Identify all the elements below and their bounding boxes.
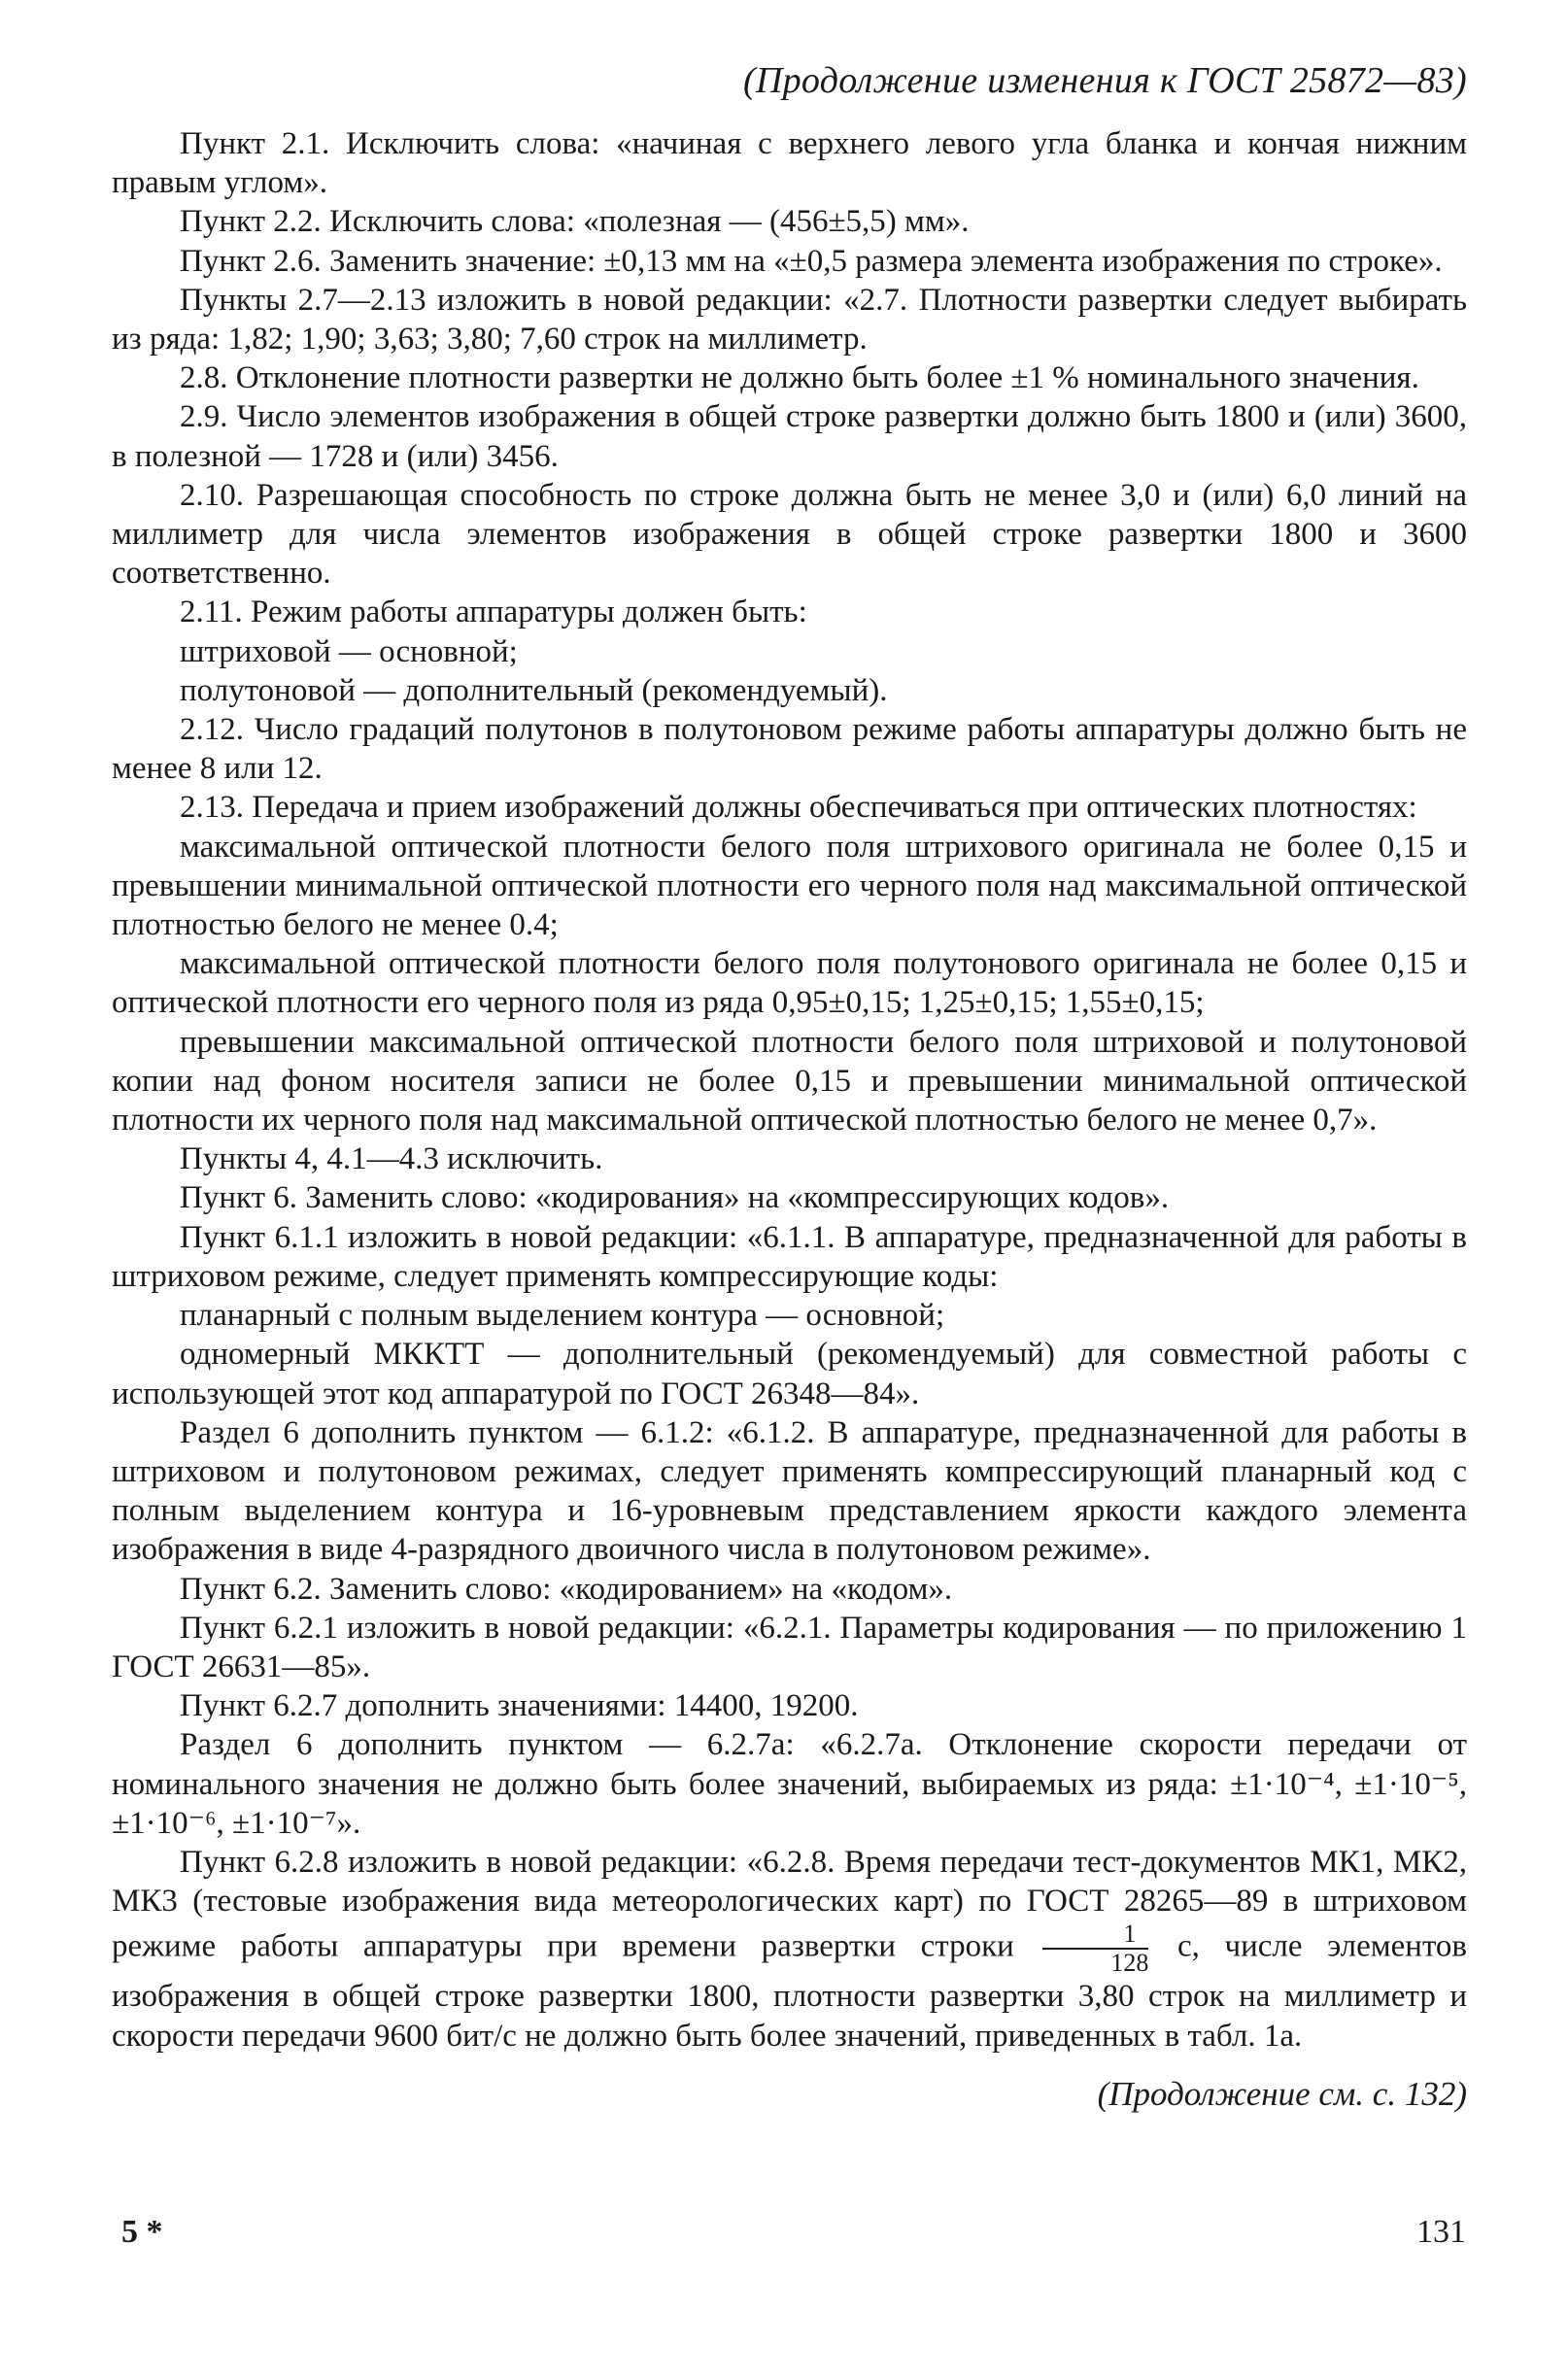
continuation-note: (Продолжение см. с. 132) xyxy=(1097,2074,1467,2113)
paragraph: 2.9. Число элементов изображения в общей строке развертки должно быть 1800 и (или) 3600, в полезной — 1728 и (или) 3456. xyxy=(112,399,1467,474)
paragraph: Пункт 2.2. Исключить слова: «полезная — (456±5,5) мм». xyxy=(180,204,970,240)
paragraph: 2.13. Передача и прием изображений должны обеспечиваться при оптических плотностях: xyxy=(180,790,1417,826)
paragraph-list xyxy=(112,124,1467,1843)
paragraph: Пункт 2.6. Заменить значение: ±0,13 мм на «±0,5 размера элемента изображения по строке». xyxy=(180,243,1443,279)
paragraph: максимальной оптической плотности белого поля полутонового оригинала не более 0,15 и оптической плотности его черного поля из ряда 0,95±0,15; 1,25±0,15; 1,55±0,15; xyxy=(112,946,1467,1021)
paragraph-6-2-8 xyxy=(112,1843,1467,2056)
signature-mark: 5 * xyxy=(121,2214,163,2250)
paragraph: Пункты 2.7—2.13 изложить в новой редакции: «2.7. Плотности развертки следует выбирать из ряда: 1,82; 1,90; 3,63; 3,80; 7,60 строк на миллиметр. xyxy=(112,282,1467,357)
paragraph: Пункты 4, 4.1—4.3 исключить. xyxy=(180,1141,603,1177)
paragraph: максимальной оптической плотности белого поля штрихового оригинала не более 0,15 и превышении минимальной оптической плотности его черного поля над максимальной оптической плотностью белого не менее 0.4; xyxy=(112,829,1467,943)
paragraph: Пункт 6. Заменить слово: «кодирования» на «компрессирующих кодов». xyxy=(180,1180,1170,1216)
page-header: (Продолжение изменения к ГОСТ 25872—83) xyxy=(742,60,1467,101)
paragraph: планарный с полным выделением контура — основной; xyxy=(180,1298,945,1334)
paragraph: штриховой — основной; xyxy=(180,633,518,669)
paragraph: одномерный МККТТ — дополнительный (рекомендуемый) для совместной работы с использующей этот код аппаратурой по ГОСТ 26348—84». xyxy=(112,1337,1467,1411)
fraction-denominator: 128 xyxy=(1042,1948,1148,1977)
paragraph-text: с, числе элементов изображения в общей строке развертки 1800, плотности развертки 3,80 строк на миллиметр и скорости передачи 9600 бит/с не должно быть более значений, приведенных в табл. 1а. xyxy=(112,1928,1468,2054)
paragraph: 2.12. Число градаций полутонов в полутоновом режиме работы аппаратуры должно быть не менее 8 или 12. xyxy=(112,712,1467,787)
paragraph: 2.11. Режим работы аппаратуры должен быть: xyxy=(180,595,807,630)
paragraph: Пункт 2.1. Исключить слова: «начиная с верхнего левого угла бланка и кончая нижним правым углом». xyxy=(112,126,1467,201)
paragraph: Пункт 6.1.1 изложить в новой редакции: «6.1.1. В аппаратуре, предназначенной для работы в штриховом режиме, следует применять компрессирующие коды: xyxy=(112,1219,1467,1294)
paragraph: Пункт 6.2. Заменить слово: «кодированием» на «кодом». xyxy=(180,1571,953,1607)
paragraph: Раздел 6 дополнить пунктом — 6.1.2: «6.1.2. В аппаратуре, предназначенной для работы в штриховом и полутоновом режимах, следует применять компрессирующий планарный код с полным выделением контура и 16-уровневым представлением яркости каждого элемента изображения в виде 4-разрядного двоичного числа в полутоновом режиме». xyxy=(112,1414,1467,1568)
paragraph: Пункт 6.2.1 изложить в новой редакции: «6.2.1. Параметры кодирования — по приложению 1 ГОСТ 26631—85». xyxy=(112,1610,1467,1684)
paragraph: 2.10. Разрешающая способность по строке должна быть не менее 3,0 и (или) 6,0 линий на миллиметр для числа элементов изображения в общей строке развертки 1800 и 3600 соответственно. xyxy=(112,477,1467,592)
fraction xyxy=(1042,1920,1148,1977)
document-body xyxy=(112,124,1467,2056)
paragraph: Раздел 6 дополнить пунктом — 6.2.7а: «6.2.7а. Отклонение скорости передачи от номинального значения не должно быть более значений, выбираемых из ряда: ±1·10⁻⁴, ±1·10⁻⁵, ±1·10⁻⁶, ±1·10⁻⁷». xyxy=(112,1727,1467,1841)
page-number: 131 xyxy=(1416,2214,1466,2250)
paragraph: 2.8. Отклонение плотности развертки не должно быть более ±1 % номинального значения. xyxy=(180,360,1419,396)
paragraph: превышении максимальной оптической плотности белого поля штриховой и полутоновой копии над фоном носителя записи не более 0,15 и превышении минимальной оптической плотности их черного поля над максимальной оптической плотностью белого не менее 0,7». xyxy=(112,1024,1467,1139)
document-page xyxy=(112,58,1467,2116)
paragraph: Пункт 6.2.7 дополнить значениями: 14400, 19200. xyxy=(180,1688,859,1724)
paragraph-text: Пункт 6.2.8 изложить в новой редакции: «6.2.8. Время передачи тест-документов МК1, МК2, МК3 (тестовые изображения вида метеорологических карт) по ГОСТ 28265—89 в штриховом режиме работы аппаратуры при времени развертки строки xyxy=(112,1844,1467,1964)
fraction-numerator: 1 xyxy=(1123,1920,1137,1949)
paragraph: полутоновой — дополнительный (рекомендуемый). xyxy=(180,672,888,708)
